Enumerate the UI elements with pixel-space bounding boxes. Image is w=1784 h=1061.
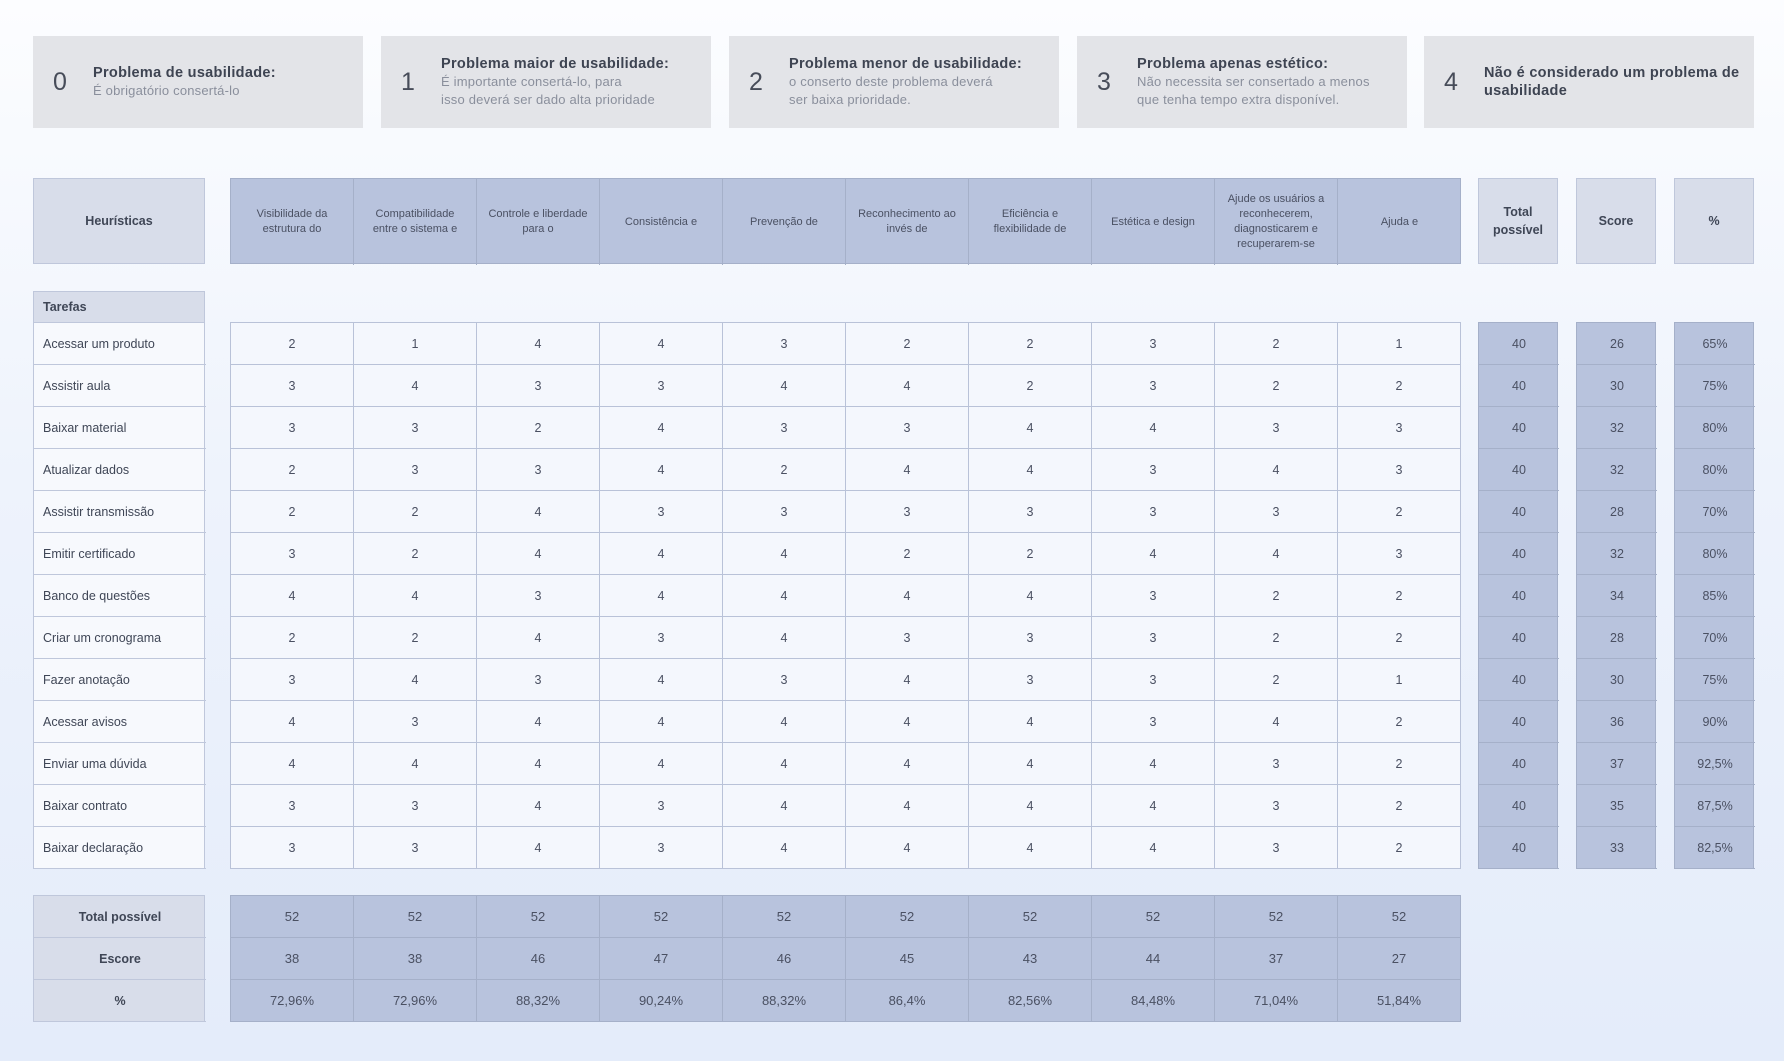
total-possible-column: [1478, 322, 1558, 869]
tasks-header: Tarefas: [33, 291, 205, 323]
score-cell: 2: [1215, 617, 1338, 659]
severity-title: Não é considerado um problema de usabilidade: [1484, 65, 1740, 99]
summary-cell: 88,32%: [723, 980, 846, 1022]
summary-cell: 47: [600, 938, 723, 980]
score-cell: 2: [1338, 785, 1461, 827]
summary-cell: 88,32%: [477, 980, 600, 1022]
task-score-cell: 28: [1577, 491, 1657, 533]
task-label: Banco de questões: [34, 575, 206, 617]
task-total-cell: 40: [1479, 659, 1559, 701]
score-cell: 3: [1215, 407, 1338, 449]
summary-cell: 52: [600, 896, 723, 938]
summary-cell: 72,96%: [354, 980, 477, 1022]
severity-card-4: [1424, 36, 1754, 128]
score-cell: 4: [600, 701, 723, 743]
total-possible-header: Total possível: [1478, 178, 1558, 264]
severity-number: 0: [53, 67, 67, 96]
task-percent-cell: 70%: [1675, 617, 1755, 659]
heuristic-header-2: Compatibilidade entre o sistema e: [354, 179, 477, 265]
score-cell: 4: [477, 491, 600, 533]
score-cell: 3: [723, 323, 846, 365]
heuristic-header-7: Eficiência e flexibilidade de: [969, 179, 1092, 265]
score-cell: 2: [1215, 659, 1338, 701]
score-cell: 2: [846, 533, 969, 575]
score-cell: 3: [723, 659, 846, 701]
severity-card-2: [729, 36, 1059, 128]
score-cell: 4: [600, 659, 723, 701]
summary-cell: 46: [723, 938, 846, 980]
score-cell: 4: [723, 617, 846, 659]
score-cell: 4: [969, 449, 1092, 491]
score-grid: [230, 322, 1461, 869]
score-cell: 3: [1092, 617, 1215, 659]
score-cell: 4: [969, 575, 1092, 617]
score-cell: 4: [846, 701, 969, 743]
score-cell: 3: [600, 785, 723, 827]
severity-description-line2: ser baixa prioridade.: [789, 92, 911, 107]
summary-cell: 72,96%: [231, 980, 354, 1022]
task-label: Baixar declaração: [34, 827, 206, 869]
task-total-cell: 40: [1479, 533, 1559, 575]
task-label: Baixar contrato: [34, 785, 206, 827]
task-score-cell: 28: [1577, 617, 1657, 659]
score-cell: 3: [477, 575, 600, 617]
heuristic-header-6: Reconhecimento ao invés de: [846, 179, 969, 265]
score-cell: 2: [354, 617, 477, 659]
score-cell: 4: [723, 785, 846, 827]
score-cell: 4: [354, 575, 477, 617]
summary-label: %: [34, 980, 206, 1022]
score-cell: 3: [1092, 365, 1215, 407]
task-total-cell: 40: [1479, 617, 1559, 659]
score-cell: 2: [1215, 323, 1338, 365]
task-percent-cell: 80%: [1675, 407, 1755, 449]
task-percent-cell: 92,5%: [1675, 743, 1755, 785]
heuristic-header-10: Ajuda e: [1380, 215, 1419, 228]
score-cell: 4: [969, 743, 1092, 785]
score-cell: 2: [231, 617, 354, 659]
task-label: Assistir aula: [34, 365, 206, 407]
severity-title: Problema apenas estético:: [1137, 56, 1329, 72]
task-total-cell: 40: [1479, 491, 1559, 533]
summary-cell: 86,4%: [846, 980, 969, 1022]
task-percent-cell: 85%: [1675, 575, 1755, 617]
task-score-cell: 36: [1577, 701, 1657, 743]
task-percent-cell: 75%: [1675, 659, 1755, 701]
summary-cell: 43: [969, 938, 1092, 980]
score-cell: 3: [354, 785, 477, 827]
summary-cell: 71,04%: [1215, 980, 1338, 1022]
score-header: Score: [1576, 178, 1656, 264]
score-cell: 4: [1215, 533, 1338, 575]
score-cell: 4: [231, 743, 354, 785]
score-cell: 4: [969, 701, 1092, 743]
score-cell: 2: [477, 407, 600, 449]
score-cell: 1: [1338, 323, 1461, 365]
score-cell: 4: [846, 743, 969, 785]
score-cell: 3: [231, 365, 354, 407]
score-cell: 3: [354, 701, 477, 743]
task-total-cell: 40: [1479, 449, 1559, 491]
score-cell: 2: [1215, 575, 1338, 617]
score-cell: 2: [231, 491, 354, 533]
score-cell: 3: [1338, 533, 1461, 575]
summary-cell: 52: [723, 896, 846, 938]
task-percent-cell: 80%: [1675, 533, 1755, 575]
heuristic-header-4: Consistência e: [600, 179, 723, 265]
summary-cell: 52: [1215, 896, 1338, 938]
score-cell: 3: [600, 365, 723, 407]
score-cell: 4: [1092, 533, 1215, 575]
score-cell: 2: [723, 449, 846, 491]
score-cell: 2: [354, 491, 477, 533]
score-cell: 3: [231, 533, 354, 575]
score-cell: 4: [477, 785, 600, 827]
score-cell: 4: [1092, 743, 1215, 785]
score-cell: 3: [231, 659, 354, 701]
task-label: Emitir certificado: [34, 533, 206, 575]
score-cell: 4: [1092, 407, 1215, 449]
severity-title: Problema menor de usabilidade:: [789, 56, 1022, 72]
task-score-cell: 30: [1577, 659, 1657, 701]
severity-description-line2: que tenha tempo extra disponível.: [1137, 92, 1340, 107]
score-cell: 3: [1338, 407, 1461, 449]
task-label: Assistir transmissão: [34, 491, 206, 533]
score-cell: 2: [1338, 827, 1461, 869]
score-cell: 4: [477, 743, 600, 785]
score-cell: 4: [1215, 449, 1338, 491]
percent-column: [1674, 322, 1754, 869]
score-cell: 3: [231, 785, 354, 827]
score-cell: 4: [846, 659, 969, 701]
task-label: Atualizar dados: [34, 449, 206, 491]
summary-cell: 51,84%: [1338, 980, 1461, 1022]
score-cell: 2: [1338, 701, 1461, 743]
summary-cell: 52: [969, 896, 1092, 938]
score-cell: 4: [846, 575, 969, 617]
score-cell: 4: [846, 365, 969, 407]
score-cell: 3: [1215, 743, 1338, 785]
score-cell: 3: [354, 827, 477, 869]
score-cell: 3: [846, 407, 969, 449]
score-cell: 1: [354, 323, 477, 365]
score-cell: 4: [846, 785, 969, 827]
score-cell: 2: [1338, 743, 1461, 785]
heuristic-header-8: Estética e design: [1092, 179, 1215, 265]
severity-description-line2: isso deverá ser dado alta prioridade: [441, 92, 655, 107]
score-cell: 2: [231, 323, 354, 365]
score-cell: 3: [1215, 827, 1338, 869]
task-label: Acessar avisos: [34, 701, 206, 743]
summary-cell: 52: [1092, 896, 1215, 938]
score-cell: 4: [231, 575, 354, 617]
score-cell: 4: [723, 575, 846, 617]
task-score-cell: 37: [1577, 743, 1657, 785]
summary-cell: 52: [1338, 896, 1461, 938]
task-score-cell: 32: [1577, 407, 1657, 449]
score-cell: 4: [477, 617, 600, 659]
score-cell: 4: [969, 407, 1092, 449]
score-cell: 3: [1338, 449, 1461, 491]
task-percent-cell: 87,5%: [1675, 785, 1755, 827]
score-cell: 4: [723, 533, 846, 575]
score-cell: 2: [969, 323, 1092, 365]
severity-card-3: [1077, 36, 1407, 128]
score-cell: 4: [477, 701, 600, 743]
severity-title: Problema maior de usabilidade:: [441, 56, 670, 72]
score-cell: 4: [600, 323, 723, 365]
task-score-cell: 32: [1577, 449, 1657, 491]
heuristics-header-row: [230, 178, 1461, 264]
severity-number: 2: [749, 67, 763, 96]
task-total-cell: 40: [1479, 407, 1559, 449]
task-score-cell: 35: [1577, 785, 1657, 827]
score-cell: 3: [354, 449, 477, 491]
summary-grid: [230, 895, 1461, 1022]
score-cell: 4: [477, 533, 600, 575]
score-cell: 3: [354, 407, 477, 449]
task-percent-cell: 70%: [1675, 491, 1755, 533]
summary-cell: 82,56%: [969, 980, 1092, 1022]
task-label: Baixar material: [34, 407, 206, 449]
severity-description: Não necessita ser consertado a menos: [1137, 74, 1370, 89]
severity-title: Problema de usabilidade:: [93, 65, 276, 81]
score-cell: 2: [231, 449, 354, 491]
score-cell: 4: [969, 827, 1092, 869]
severity-card-1: [381, 36, 711, 128]
score-cell: 2: [354, 533, 477, 575]
score-cell: 4: [723, 827, 846, 869]
score-cell: 3: [723, 407, 846, 449]
heuristic-header-3: Controle e liberdade para o: [477, 179, 600, 265]
score-cell: 2: [1338, 617, 1461, 659]
score-cell: 3: [969, 659, 1092, 701]
summary-cell: 46: [477, 938, 600, 980]
score-cell: 3: [1092, 659, 1215, 701]
heuristic-header-9: Ajude os usuários a reconhecerem, diagnosticarem e recuperarem-se: [1215, 179, 1338, 265]
task-percent-cell: 80%: [1675, 449, 1755, 491]
task-total-cell: 40: [1479, 827, 1559, 869]
score-cell: 4: [600, 407, 723, 449]
score-cell: 4: [723, 365, 846, 407]
percent-header: %: [1674, 178, 1754, 264]
score-cell: 2: [1338, 575, 1461, 617]
task-label: Enviar uma dúvida: [34, 743, 206, 785]
score-cell: 3: [969, 491, 1092, 533]
score-cell: 3: [846, 491, 969, 533]
task-score-cell: 34: [1577, 575, 1657, 617]
score-cell: 4: [846, 827, 969, 869]
summary-label: Escore: [34, 938, 206, 980]
severity-card-0: [33, 36, 363, 128]
summary-label: Total possível: [34, 896, 206, 938]
score-cell: 3: [969, 617, 1092, 659]
score-cell: 4: [723, 701, 846, 743]
score-cell: 2: [846, 323, 969, 365]
severity-description: É importante consertá-lo, para: [441, 74, 622, 89]
score-cell: 4: [1215, 701, 1338, 743]
score-cell: 4: [354, 365, 477, 407]
severity-number: 3: [1097, 67, 1111, 96]
score-cell: 3: [1092, 575, 1215, 617]
severity-number: 1: [401, 67, 415, 96]
task-total-cell: 40: [1479, 365, 1559, 407]
summary-cell: 38: [354, 938, 477, 980]
heuristic-header-5: Prevenção de: [723, 179, 846, 265]
task-total-cell: 40: [1479, 575, 1559, 617]
score-cell: 3: [1092, 701, 1215, 743]
score-cell: 4: [354, 659, 477, 701]
score-cell: 3: [477, 449, 600, 491]
task-labels-column: [33, 322, 205, 869]
summary-labels: [33, 895, 205, 1022]
score-cell: 1: [1338, 659, 1461, 701]
task-total-cell: 40: [1479, 701, 1559, 743]
score-cell: 4: [354, 743, 477, 785]
score-cell: 3: [477, 659, 600, 701]
summary-cell: 52: [846, 896, 969, 938]
summary-cell: 90,24%: [600, 980, 723, 1022]
summary-cell: 27: [1338, 938, 1461, 980]
score-cell: 3: [723, 491, 846, 533]
task-percent-cell: 65%: [1675, 323, 1755, 365]
severity-description: o conserto deste problema deverá: [789, 74, 993, 89]
summary-cell: 52: [354, 896, 477, 938]
score-cell: 3: [1215, 785, 1338, 827]
score-cell: 4: [1092, 827, 1215, 869]
score-cell: 4: [600, 743, 723, 785]
score-cell: 3: [846, 617, 969, 659]
task-label: Acessar um produto: [34, 323, 206, 365]
task-percent-cell: 82,5%: [1675, 827, 1755, 869]
task-label: Criar um cronograma: [34, 617, 206, 659]
score-cell: 3: [1092, 449, 1215, 491]
score-cell: 2: [1338, 491, 1461, 533]
score-cell: 2: [1215, 365, 1338, 407]
heuristic-header-1: Visibilidade da estrutura do: [231, 179, 354, 265]
summary-cell: 37: [1215, 938, 1338, 980]
task-percent-cell: 90%: [1675, 701, 1755, 743]
task-percent-cell: 75%: [1675, 365, 1755, 407]
score-cell: 2: [1338, 365, 1461, 407]
severity-number: 4: [1444, 67, 1458, 96]
score-cell: 4: [600, 533, 723, 575]
task-score-cell: 32: [1577, 533, 1657, 575]
score-cell: 3: [1092, 323, 1215, 365]
severity-description: É obrigatório consertá-lo: [93, 83, 240, 98]
score-cell: 3: [477, 365, 600, 407]
score-cell: 4: [723, 743, 846, 785]
summary-cell: 52: [477, 896, 600, 938]
task-total-cell: 40: [1479, 785, 1559, 827]
score-cell: 2: [969, 365, 1092, 407]
score-cell: 4: [1092, 785, 1215, 827]
summary-cell: 52: [231, 896, 354, 938]
score-cell: 3: [600, 827, 723, 869]
task-label: Fazer anotação: [34, 659, 206, 701]
score-cell: 4: [600, 575, 723, 617]
score-cell: 4: [846, 449, 969, 491]
score-cell: 2: [969, 533, 1092, 575]
score-cell: 3: [600, 491, 723, 533]
score-cell: 4: [969, 785, 1092, 827]
task-score-cell: 30: [1577, 365, 1657, 407]
summary-cell: 44: [1092, 938, 1215, 980]
score-cell: 4: [231, 701, 354, 743]
summary-cell: 38: [231, 938, 354, 980]
task-total-cell: 40: [1479, 743, 1559, 785]
score-cell: 4: [477, 323, 600, 365]
score-cell: 3: [1092, 491, 1215, 533]
score-cell: 4: [477, 827, 600, 869]
task-score-cell: 26: [1577, 323, 1657, 365]
score-column: [1576, 322, 1656, 869]
heuristics-header: Heurísticas: [33, 178, 205, 264]
score-cell: 3: [231, 407, 354, 449]
task-total-cell: 40: [1479, 323, 1559, 365]
score-cell: 3: [1215, 491, 1338, 533]
summary-cell: 84,48%: [1092, 980, 1215, 1022]
score-cell: 4: [600, 449, 723, 491]
score-cell: 3: [231, 827, 354, 869]
score-cell: 3: [600, 617, 723, 659]
task-score-cell: 33: [1577, 827, 1657, 869]
summary-cell: 45: [846, 938, 969, 980]
